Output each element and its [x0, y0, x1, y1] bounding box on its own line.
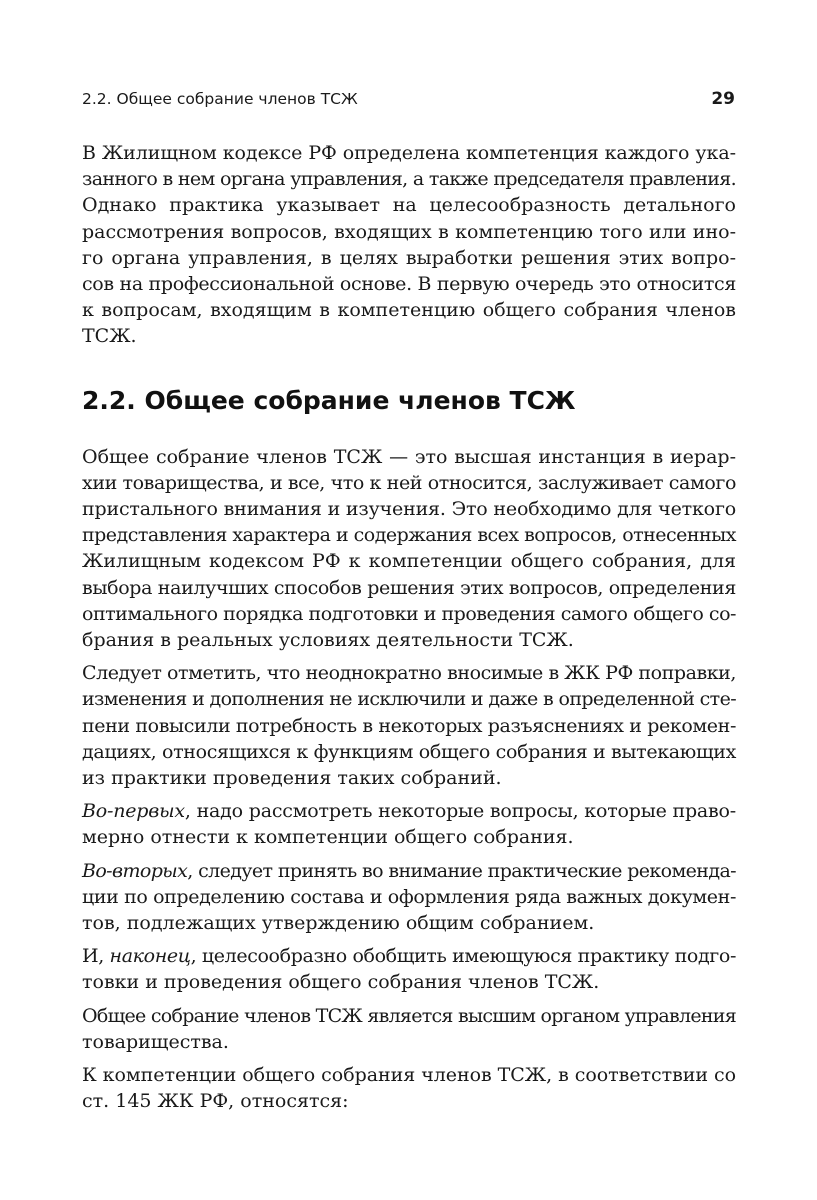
text-line: хии товарищества, и все, что к ней относится, заслуживает самого	[82, 471, 736, 494]
page-number: 29	[711, 89, 735, 109]
text-line: Однако практика указывает на целесообразность детального	[82, 194, 736, 217]
text-line: сов на профессиональной основе. В первую очередь это относится	[82, 273, 736, 296]
text-line: к вопросам, входящим в компетенцию общего собрания членов	[82, 299, 736, 322]
text-line: из практики проведения таких собраний.	[82, 767, 502, 790]
text-line: брания в реальных условиях деятельности ТСЖ.	[82, 629, 574, 652]
text-line: изменения и дополнения не исключили и даже в определенной сте-	[82, 688, 736, 711]
text-line: занного в нем органа управления, а также председателя правления.	[82, 168, 736, 191]
text-line	[82, 798, 736, 824]
text-line: рассмотрения вопросов, входящих в компетенцию того или ино-	[82, 220, 736, 243]
intro-paragraph	[82, 140, 736, 350]
text-fragment: И,	[82, 945, 110, 968]
text-line: пени повысили потребность в некоторых разъяснениях и рекомен-	[82, 714, 736, 737]
emphasis-firstly: Во-первых	[82, 800, 185, 823]
text-line: Общее собрание членов ТСЖ — это высшая инстанция в иерар-	[82, 445, 736, 468]
text-line: товарищества.	[82, 1030, 229, 1053]
paragraph-finally	[82, 943, 736, 995]
text-line: В Жилищном кодексе РФ определена компетенция каждого ука-	[82, 142, 736, 164]
text-line: Жилищным кодексом РФ к компетенции общего собрания, для	[82, 550, 736, 573]
text-line	[82, 858, 736, 884]
text-line: Следует отметить, что неоднократно вносимые в ЖК РФ поправки,	[82, 662, 736, 685]
text-line: представления характера и содержания всех вопросов, отнесенных	[82, 524, 736, 547]
emphasis-finally: наконец	[109, 945, 191, 968]
text-line: го органа управления, в целях выработки решения этих вопро-	[82, 246, 736, 269]
text-line: тов, подлежащих утверждению общим собранием.	[82, 912, 595, 935]
text-line: оптимального порядка подготовки и проведения самого общего со-	[82, 602, 736, 625]
text-line: пристального внимания и изучения. Это необходимо для четкого	[82, 498, 736, 521]
text-line: Общее собрание членов ТСЖ является высшим органом управления	[82, 1004, 736, 1027]
paragraph-secondly	[82, 858, 736, 937]
text-line: товки и проведения общего собрания членов ТСЖ.	[82, 971, 600, 994]
text-fragment: , следует принять во внимание практические рекоменда-	[187, 859, 736, 882]
text-fragment: , целесообразно обобщить имеющуюся практику подго-	[190, 945, 736, 968]
text-line	[82, 943, 736, 969]
running-title: 2.2. Общее собрание членов ТСЖ	[82, 90, 358, 108]
emphasis-secondly: Во-вторых	[82, 859, 188, 882]
paragraph-hierarchy	[82, 444, 736, 654]
text-line: мерно отнести к компетенции общего собрания.	[82, 826, 574, 849]
text-line: ции по определению состава и оформления ряда важных докумен-	[82, 885, 736, 908]
paragraph-firstly	[82, 798, 736, 850]
section-heading: 2.2. Общее собрание членов ТСЖ	[82, 385, 576, 415]
text-line: ст. 145 ЖК РФ, относятся:	[82, 1090, 349, 1113]
paragraph-supreme-body	[82, 1003, 736, 1055]
text-line: выбора наилучших способов решения этих вопросов, определения	[82, 576, 736, 599]
paragraph-competence	[82, 1062, 736, 1114]
text-line: ТСЖ.	[82, 325, 137, 348]
running-header	[82, 84, 735, 114]
text-fragment: , надо рассмотреть некоторые вопросы, которые право-	[184, 800, 737, 823]
text-line: К компетенции общего собрания членов ТСЖ, в соответствии со	[82, 1064, 736, 1087]
text-line: дациях, относящихся к функциям общего собрания и вытекающих	[82, 740, 736, 763]
page-content	[82, 140, 736, 1115]
paragraph-amendments	[82, 660, 736, 791]
